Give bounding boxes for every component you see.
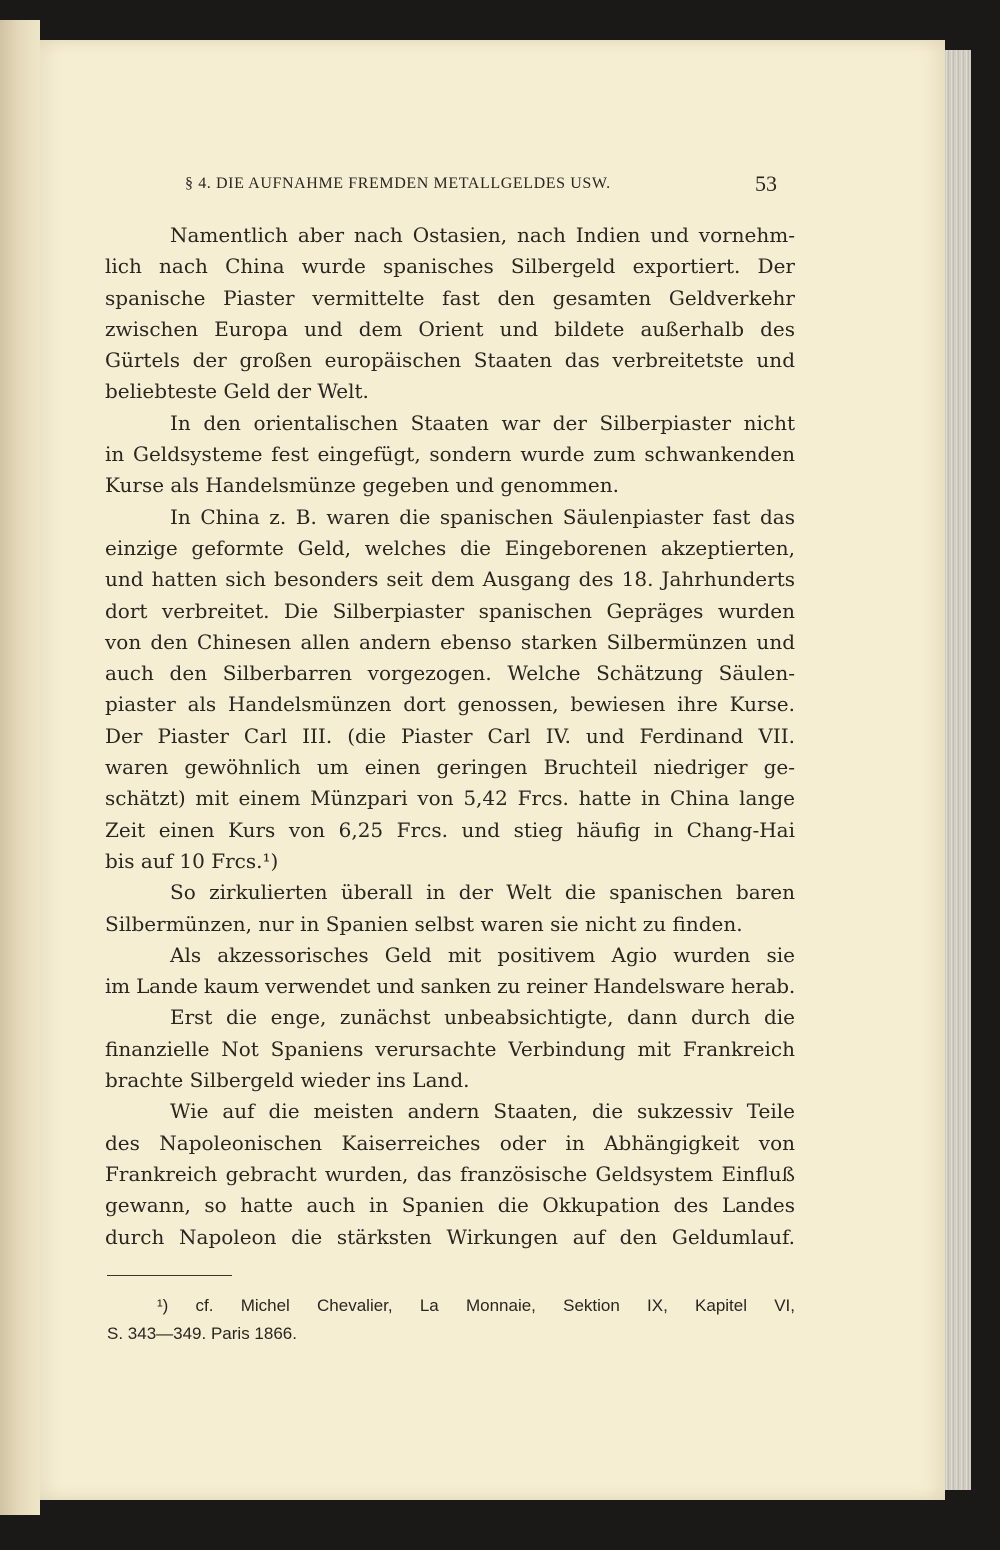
running-head-section: § 4. DIE AUFNAHME FREMDEN METALLGELDES USW. — [185, 175, 611, 192]
footnote-line: ¹) cf. Michel Chevalier, La Monnaie, Sektion IX, Kapitel VI, — [157, 1296, 795, 1315]
previous-page-edge — [0, 20, 40, 1515]
text-line: So zirkulierten überall in der Welt die spanischen baren — [170, 880, 795, 905]
text-line: Namentlich aber nach Ostasien, nach Indien und vornehm- — [170, 223, 795, 247]
text-line: beliebteste Geld der Welt. — [105, 379, 369, 404]
text-line: und hatten sich besonders seit dem Ausgang des 18. Jahrhunderts — [105, 567, 795, 592]
text-line: einzige geformte Geld, welches die Eingeborenen akzeptierten, — [105, 535, 795, 560]
text-line: dort verbreitet. Die Silberpiaster spanischen Gepräges wurden — [105, 598, 795, 623]
text-line: bis auf 10 Frcs.¹) — [105, 848, 279, 873]
text-line: piaster als Handelsmünzen dort genossen, bewiesen ihre Kurse. — [105, 692, 795, 717]
footnote-rule — [107, 1275, 232, 1276]
text-line: Als akzessorisches Geld mit positivem Agio wurden sie — [170, 942, 795, 967]
text-line: Erst die enge, zunächst unbeabsichtigte, dann durch die — [170, 1005, 795, 1030]
body-text — [105, 220, 795, 1253]
text-line: brachte Silbergeld wieder ins Land. — [105, 1068, 470, 1093]
text-line: gewann, so hatte auch in Spanien die Okkupation des Landes — [105, 1193, 795, 1218]
page-stack-edge — [945, 50, 971, 1490]
text-line: In China z. B. waren die spanischen Säulenpiaster fast das — [170, 504, 795, 529]
text-line: Silbermünzen, nur in Spanien selbst waren sie nicht zu finden. — [105, 911, 743, 936]
text-line: im Lande kaum verwendet und sanken zu reiner Handelsware herab. — [105, 974, 795, 999]
text-line: lich nach China wurde spanisches Silbergeld exportiert. Der — [105, 254, 795, 279]
text-line: auch den Silberbarren vorgezogen. Welche Schätzung Säulen- — [105, 661, 795, 686]
text-line: schätzt) mit einem Münzpari von 5,42 Frcs. hatte in China lange — [105, 786, 795, 811]
running-head — [0, 171, 1000, 199]
text-line: waren gewöhnlich um einen geringen Bruchteil niedriger ge- — [105, 755, 795, 780]
text-line: Zeit einen Kurs von 6,25 Frcs. und stieg häufig in Chang-Hai — [105, 817, 795, 842]
text-line: in Geldsysteme fest eingefügt, sondern wurde zum schwankenden — [105, 442, 795, 467]
footnotes — [107, 1292, 795, 1348]
footnote-line: S. 343—349. Paris 1866. — [107, 1324, 297, 1343]
text-line: In den orientalischen Staaten war der Silberpiaster nicht — [170, 410, 795, 435]
text-line: zwischen Europa und dem Orient und bildete außerhalb des — [105, 316, 795, 341]
page-number: 53 — [755, 171, 777, 196]
text-line: Kurse als Handelsmünze gegeben und genommen. — [105, 473, 619, 498]
text-line: spanische Piaster vermittelte fast den gesamten Geldverkehr — [105, 285, 795, 310]
text-line: Frankreich gebracht wurden, das französische Geldsystem Einfluß — [105, 1161, 795, 1186]
text-line: Gürtels der großen europäischen Staaten das verbreitetste und — [105, 348, 795, 373]
text-line: Wie auf die meisten andern Staaten, die sukzessiv Teile — [170, 1099, 795, 1124]
text-line: durch Napoleon die stärksten Wirkungen auf den Geldumlauf. — [105, 1224, 795, 1249]
text-line: finanzielle Not Spaniens verursachte Verbindung mit Frankreich — [105, 1036, 795, 1061]
text-line: von den Chinesen allen andern ebenso starken Silbermünzen und — [105, 629, 795, 654]
text-line: Der Piaster Carl III. (die Piaster Carl IV. und Ferdinand VII. — [105, 723, 795, 748]
text-line: des Napoleonischen Kaiserreiches oder in Abhängigkeit von — [105, 1130, 795, 1155]
